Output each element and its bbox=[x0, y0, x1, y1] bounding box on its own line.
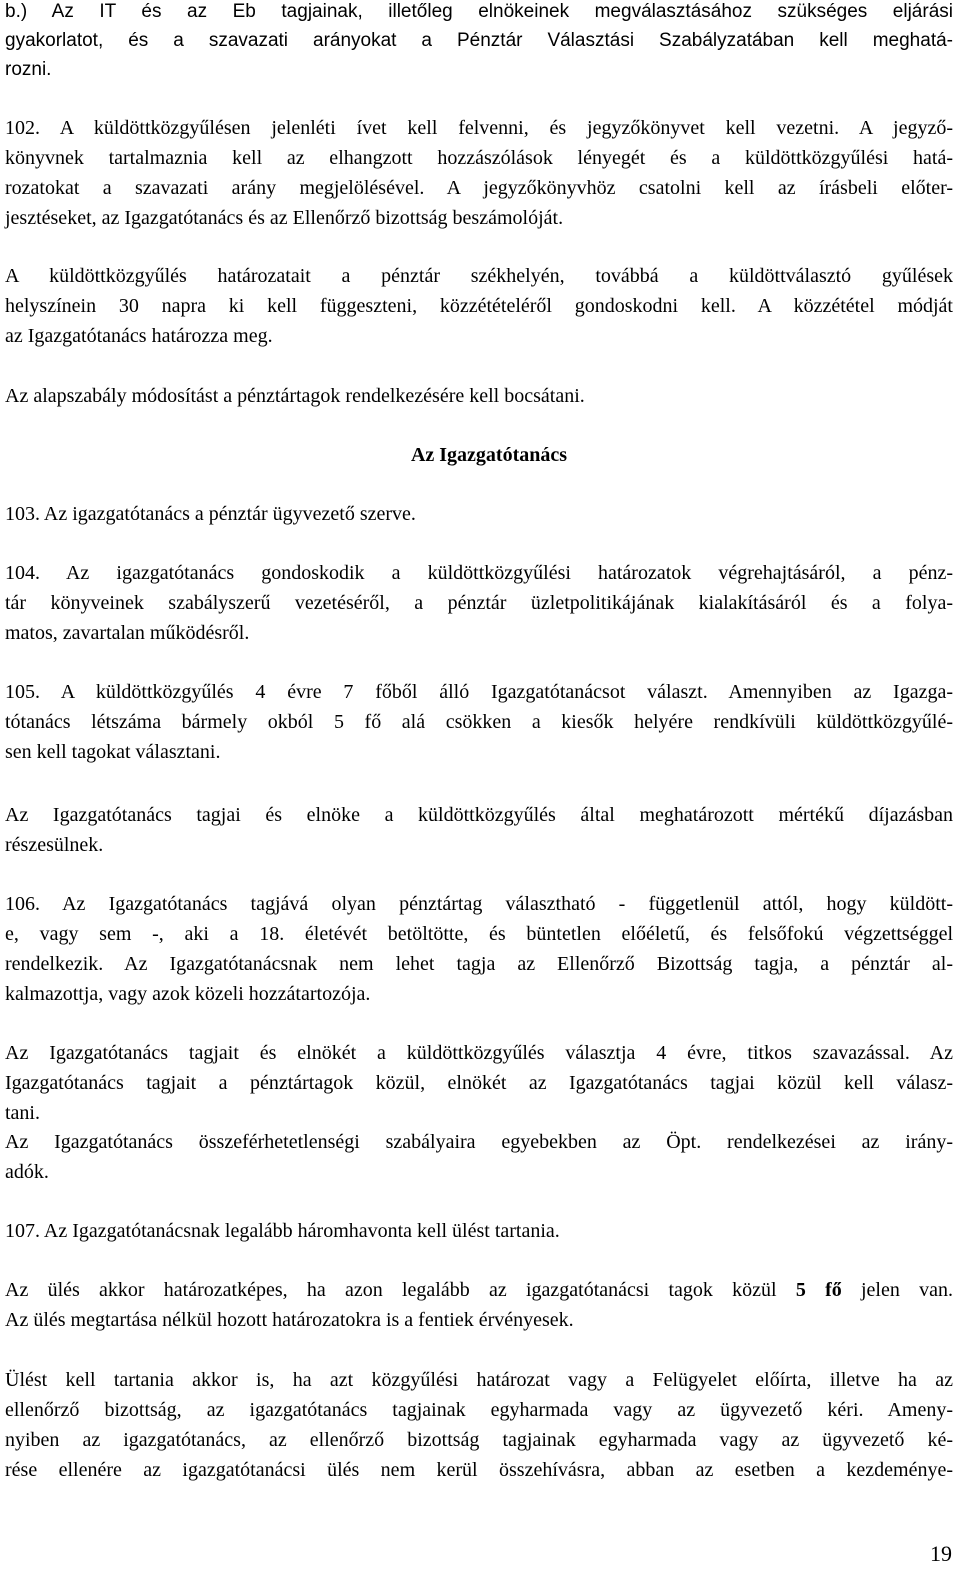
quorum-count: 5 fő bbox=[795, 1279, 842, 1301]
text-line: Az ülés megtartása nélkül hozott határozatokra is a fentiek érvényesek. bbox=[5, 1309, 574, 1331]
quorum-text-before: Az ülés akkor határozatképes, ha azon legalább az igazgatótanácsi tagok közül bbox=[5, 1279, 796, 1301]
page-number: 19 bbox=[930, 1541, 952, 1566]
text-line: Az alapszabály módosítást a pénztártagok rendelkezésére kell bocsátani. bbox=[5, 385, 585, 407]
text-line: tár könyveinek szabályszerű vezetéséről, a pénztár üzletpolitikájának kialakításáról és a folya- bbox=[5, 592, 953, 614]
text-line: A küldöttközgyűlés határozatait a pénztár székhelyén, továbbá a küldöttválasztó gyűlések bbox=[5, 265, 953, 287]
text-line: 105. A küldöttközgyűlés 4 évre 7 főből álló Igazgatótanácsot választ. Amennyiben az Igazga- bbox=[5, 681, 953, 703]
text-line: Ülést kell tartania akkor is, ha azt közgyűlési határozat vagy a Felügyelet előírta, illetve ha az bbox=[5, 1369, 953, 1391]
text-line: Igazgatótanács tagjait a pénztártagok közül, elnökét az Igazgatótanács tagjai közül kell válasz- bbox=[5, 1072, 953, 1094]
text-line bbox=[5, 1278, 953, 1302]
text-line: kalmazottja, vagy azok közeli hozzátartozója. bbox=[5, 983, 371, 1005]
text-line: 107. Az Igazgatótanácsnak legalább háromhavonta kell ülést tartania. bbox=[5, 1220, 560, 1242]
text-line: részesülnek. bbox=[5, 834, 104, 856]
text-line: rozatokat a szavazati arány megjelölésével. A jegyzőkönyvhöz csatolni kell az írásbeli előter- bbox=[5, 177, 953, 199]
text-line: b.) Az IT és az Eb tagjainak, illetőleg elnökeinek megválasztásához szükséges eljárási bbox=[5, 1, 953, 22]
text-line: e, vagy sem -, aki a 18. életévét betöltötte, és büntetlen előéletű, és felsőfokú végzettséggel bbox=[5, 923, 953, 945]
text-line: Az Igazgatótanács tagjait és elnökét a küldöttközgyűlés választja 4 évre, titkos szavazással. Az bbox=[5, 1042, 953, 1064]
text-line: Az Igazgatótanács tagjai és elnöke a küldöttközgyűlés által meghatározott mértékű díjazásban bbox=[5, 804, 953, 826]
text-line: adók. bbox=[5, 1161, 49, 1183]
text-line: rése ellenére az igazgatótanácsi ülés nem kerül összehívásra, abban az esetben a kezdeménye- bbox=[5, 1459, 953, 1481]
text-line: helyszínein 30 napra ki kell függeszteni, közzétételéről gondoskodni kell. A közzététel módját bbox=[5, 295, 953, 317]
text-line: gyakorlatot, és a szavazati arányokat a Pénztár Választási Szabályzatában kell meghatá- bbox=[5, 30, 953, 51]
text-line: ellenőrző bizottság, az igazgatótanács tagjainak egyharmada vagy az ügyvezető kéri. Ameny- bbox=[5, 1399, 953, 1421]
text-line: nyiben az igazgatótanács, az ellenőrző bizottság tagjainak egyharmada vagy az ügyvezető ké- bbox=[5, 1429, 953, 1451]
text-line: tani. bbox=[5, 1102, 40, 1124]
text-line: tótanács létszáma bármely okból 5 fő alá csökken a kiesők helyére rendkívüli küldöttközgyűlé- bbox=[5, 711, 953, 733]
text-line: rozni. bbox=[5, 59, 52, 80]
section-heading: Az Igazgatótanács bbox=[410, 444, 568, 466]
text-line: 103. Az igazgatótanács a pénztár ügyvezető szerve. bbox=[5, 503, 416, 525]
text-line: 102. A küldöttközgyűlésen jelenléti ívet kell felvenni, és jegyzőkönyvet kell vezetni. A jegyző- bbox=[5, 117, 953, 139]
text-line: könyvnek tartalmaznia kell az elhangzott hozzászólások lényegét és a küldöttközgyűlési hatá- bbox=[5, 147, 953, 169]
text-line: matos, zavartalan működésről. bbox=[5, 622, 250, 644]
text-line: Az Igazgatótanács összeférhetetlenségi szabályaira egyebekben az Öpt. rendelkezései az irány- bbox=[5, 1131, 953, 1153]
text-line: 106. Az Igazgatótanács tagjává olyan pénztártag választható - függetlenül attól, hogy küldött- bbox=[5, 893, 953, 915]
quorum-text-after: jelen van. bbox=[841, 1279, 953, 1301]
text-line: sen kell tagokat választani. bbox=[5, 741, 221, 763]
text-line: az Igazgatótanács határozza meg. bbox=[5, 325, 273, 347]
text-line: jesztéseket, az Igazgatótanács és az Ellenőrző bizottság beszámolóját. bbox=[5, 207, 564, 229]
text-line: 104. Az igazgatótanács gondoskodik a küldöttközgyűlési határozatok végrehajtásáról, a pénz- bbox=[5, 562, 953, 584]
text-line: rendelkezik. Az Igazgatótanácsnak nem lehet tagja az Ellenőrző Bizottság tagja, a pénztár al- bbox=[5, 953, 953, 975]
